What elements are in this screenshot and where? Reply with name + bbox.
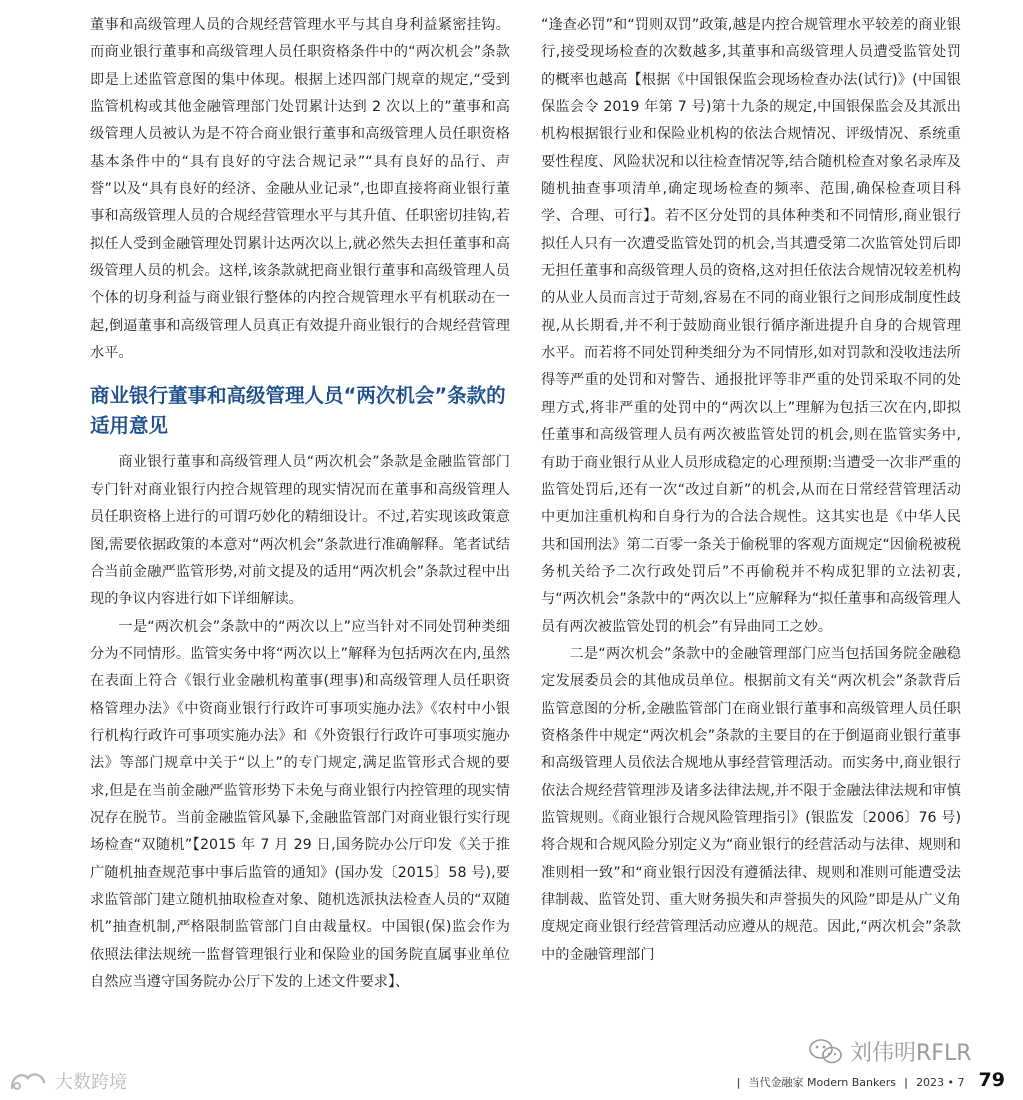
body-paragraph: 二是“两次机会”条款中的金融管理部门应当包括国务院金融稳定发展委员会的其他成员单位。根据前文有关“两次机会”条款背后监管意图的分析,金融监管部门在商业银行董事和高级管理人员任职资格条件中规定“两次机会”条款的主要目的在于倒逼商业银行董事和高级管理人员依法合规地从事经营管理活动。而实务中,商业银行依法合规经营管理涉及诸多法律法规,并不限于金融法律法规和审慎监管规则。《商业银行合规风险管理指引》(银监发〔2006〕76 号)将合规和合规风险分别定义为“商业银行的经营活动与法律、规则和准则相一致”和“商业银行因没有遵循法律、规则和准则可能遭受法律制裁、监管处罚、重大财务损失和声誉损失的风险”即是从广义角度规定商业银行经营管理活动应遵从的规范。因此,“两次机会”条款中的金融管理部门 <box>541 645 961 963</box>
watermark-brand <box>8 1068 127 1094</box>
watermark-author <box>808 1036 971 1067</box>
issue-label: 2023 • 7 <box>916 1076 965 1089</box>
section-heading: 商业银行董事和高级管理人员“两次机会”条款的适用意见 <box>90 384 506 438</box>
page-footer <box>736 1069 1005 1091</box>
left-column <box>90 12 510 996</box>
body-paragraph: 董事和高级管理人员的合规经营管理水平与其自身利益紧密挂钩。而商业银行董事和高级管理人员任职资格条件中的“两次机会”条款即是上述监管意图的集中体现。根据上述四部门规章的规定,“受到监管机构或其他金融管理部门处罚累计达到 2 次以上的”董事和高级管理人员被认为是不符合商业银行董事和高级管理人员任职资格基本条件中的“具有良好的守法合规记录”“具有良好的品行、声誉”以及“具有良好的经济、金融从业记录”,也即直接将商业银行董事和高级管理人员的合规经营管理水平与其升值、任职密切挂钩,若拟任人受到金融管理处罚累计达两次以上,就必然失去担任董事和高级管理人员的机会。这样,该条款就把商业银行董事和高级管理人员个体的切身利益与商业银行整体的内控合规管理水平有机联动在一起,倒逼董事和高级管理人员真正有效提升商业银行的合规经营管理水平。 <box>90 17 510 362</box>
right-column <box>541 12 961 969</box>
wechat-icon <box>808 1038 844 1066</box>
watermark-author-text: 刘伟明RFLR <box>850 1041 972 1066</box>
watermark-brand-text: 大数跨境 <box>55 1072 127 1093</box>
page-number: 79 <box>978 1069 1005 1091</box>
body-paragraph: 商业银行董事和高级管理人员“两次机会”条款是金融监管部门专门针对商业银行内控合规管理的现实情况而在董事和高级管理人员任职资格上进行的可谓巧妙化的精细设计。不过,若实现该政策意图,需要依据政策的本意对“两次机会”条款进行准确解释。笔者试结合当前金融严监管形势,对前文提及的适用“两次机会”条款过程中出现的争议内容进行如下详细解读。 <box>90 454 510 608</box>
body-paragraph: 一是“两次机会”条款中的“两次以上”应当针对不同处罚种类细分为不同情形。监管实务中将“两次以上”解释为包括两次在内,虽然在表面上符合《银行业金融机构董事(理事)和高级管理人员任职资格管理办法》《中资商业银行行政许可事项实施办法》《农村中小银行机构行政许可事项实施办法》和《外资银行行政许可事项实施办法》等部门规章中关于“以上”的专门规定,满足监管形式合规的要求,但是在当前金融严监管形势下未免与商业银行内控管理的现实情况存在脱节。当前金融监管风暴下,金融监管部门对商业银行实行现场检查“双随机”【2015 年 7 月 29 日,国务院办公厅印发《关于推广随机抽查规范事中事后监管的通知》(国办发〔2015〕58 号),要求监管部门建立随机抽取检查对象、随机选派执法检查人员的“双随机”抽查机制,严格限制监管部门自由裁量权。中国银(保)监会作为依照法律法规统一监督管理银行业和保险业的国务院直属事业单位自然应当遵守国务院办公厅下发的上述文件要求】、 <box>90 618 510 990</box>
footer-divider: | <box>736 1076 741 1089</box>
body-paragraph: “逢查必罚”和“罚则双罚”政策,越是内控合规管理水平较差的商业银行,接受现场检查的次数越多,其董事和高级管理人员遭受监管处罚的概率也越高【根据《中国银保监会现场检查办法(试行)》(中国银保监会令 2019 年第 7 号)第十九条的规定,中国银保监会及其派出机构根据银行业和保险业机构的依法合规情况、评级情况、系统重要性程度、风险状况和以往检查情况等,结合随机检查对象名录库及随机抽查事项清单,确定现场检查的频率、范围,确保检查项目科学、合理、可行】。若不区分处罚的具体种类和不同情形,商业银行拟任人只有一次遭受监管处罚的机会,当其遭受第二次监管处罚后即无担任董事和高级管理人员的资格,这对担任依法合规情况较差机构的从业人员而言过于苛刻,容易在不同的商业银行之间形成制度性歧视,从长期看,并不利于鼓励商业银行循序渐进提升自身的合规管理水平。而若将不同处罚种类细分为不同情形,如对罚款和没收违法所得等严重的处罚和对警告、通报批评等非严重的处罚采取不同的处理方式,将非严重的处罚中的“两次以上”理解为包括三次在内,即拟任董事和高级管理人员有两次被监管处罚的机会,则在监管实务中,有助于商业银行从业人员形成稳定的心理预期:当遭受一次非严重的监管处罚后,还有一次“改过自新”的机会,从而在日常经营管理活动中更加注重机构和自身行为的合法合规性。这其实也是《中华人民共和国刑法》第二百零一条关于偷税罪的客观方面规定“因偷税被税务机关给予二次行政处罚后”不再偷税并不构成犯罪的立法初衷,与“两次机会”条款中的“两次以上”应解释为“拟任董事和高级管理人员有两次被监管处罚的机会”有异曲同工之妙。 <box>541 17 961 635</box>
footer-divider: | <box>904 1076 909 1089</box>
magazine-name: 当代金融家 Modern Bankers <box>748 1076 897 1089</box>
logo-icon <box>8 1068 50 1094</box>
